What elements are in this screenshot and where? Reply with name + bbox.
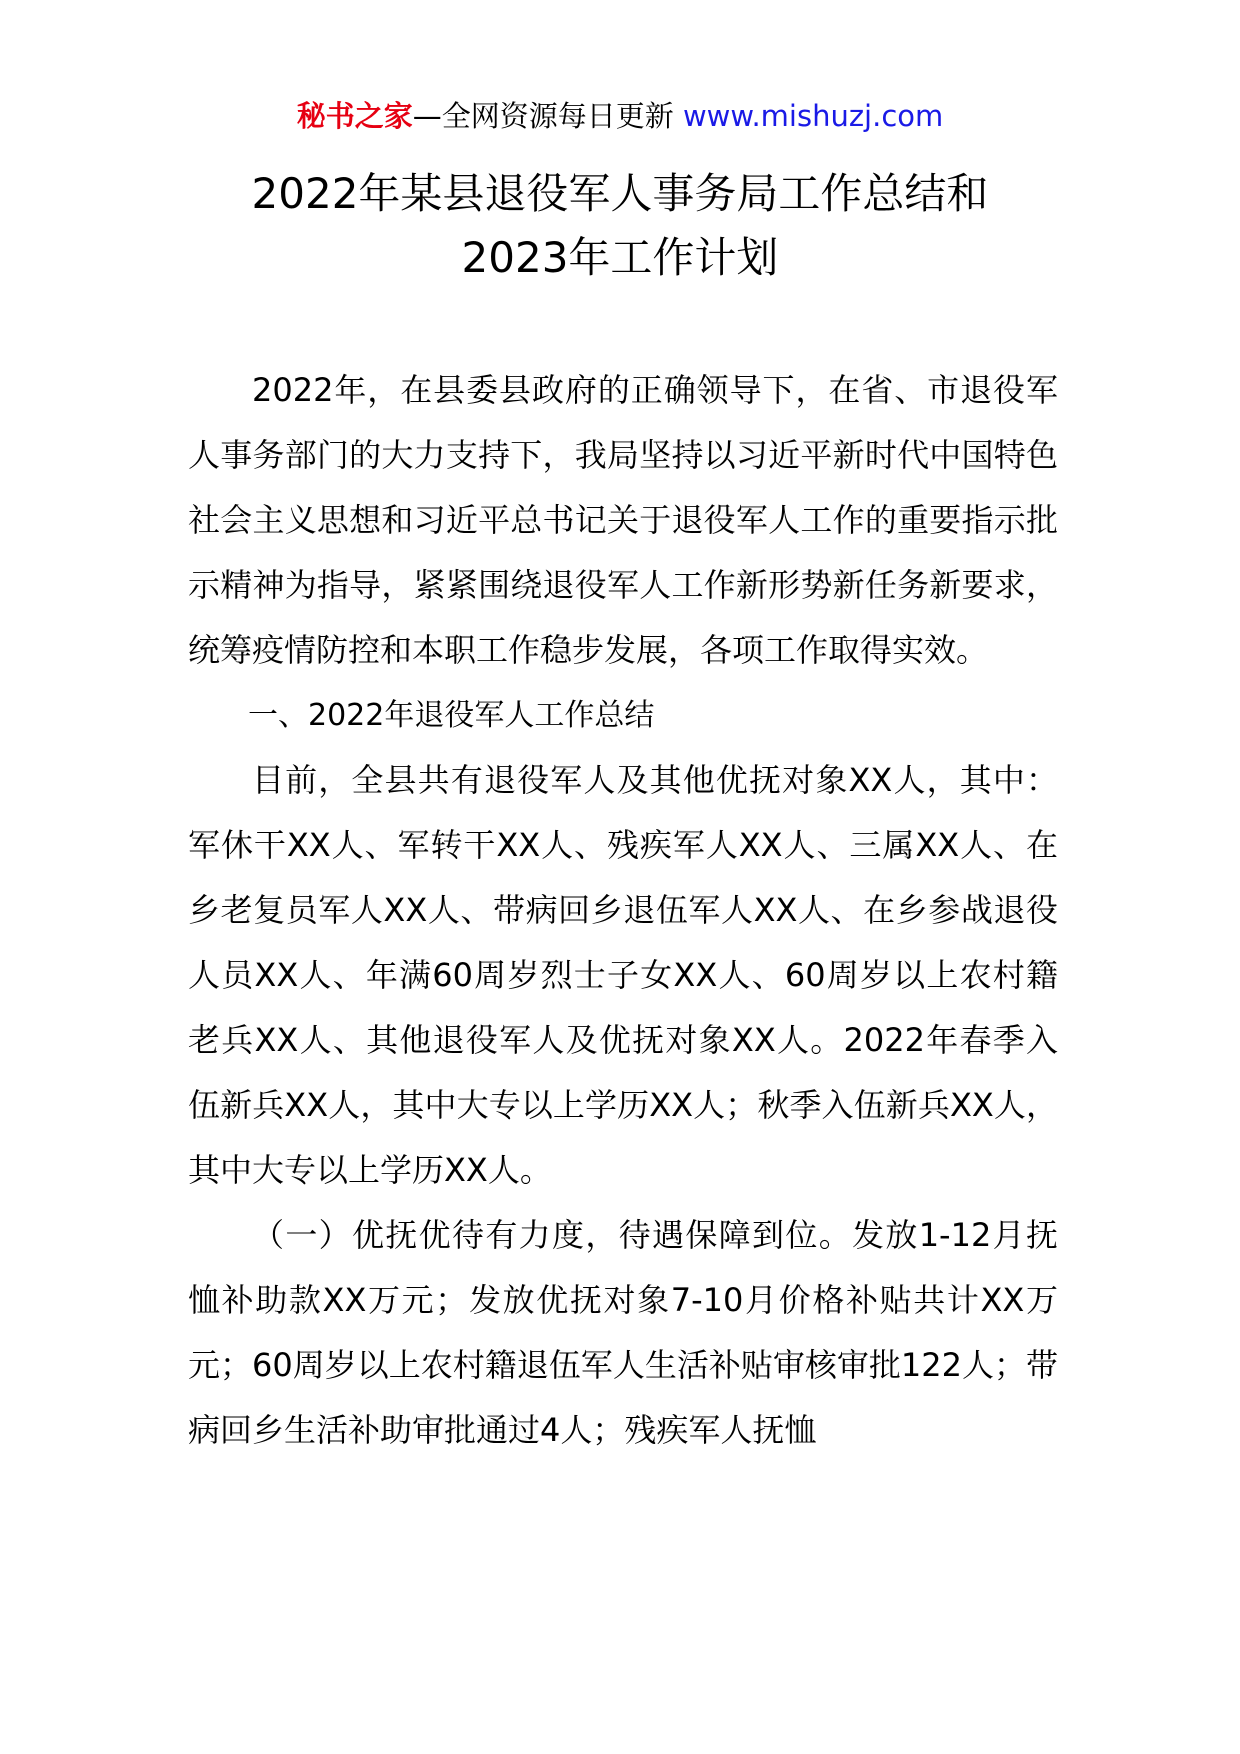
title-line-1: 2022年某县退役军人事务局工作总结和	[251, 169, 989, 218]
statistics-paragraph: 目前，全县共有退役军人及其他优抚对象XX人，其中：军休干XX人、军转干XX人、残疾军人XX人、三属XX人、在乡老复员军人XX人、带病回乡退伍军人XX人、在乡参战退役人员XX人、年满60周岁烈士子女XX人、60周岁以上农村籍老兵XX人、其他退役军人及优抚对象XX人。2022年春季入伍新兵XX人，其中大专以上学历XX人；秋季入伍新兵XX人，其中大专以上学历XX人。	[188, 761, 1058, 1189]
section-heading: 一、2022年退役军人工作总结	[248, 698, 655, 733]
document-body	[188, 358, 1058, 1463]
subsection-paragraph: （一）优抚优待有力度，待遇保障到位。发放1-12月抚恤补助款XX万元；发放优抚对象7-10月价格补贴共计XX万元；60周岁以上农村籍退伍军人生活补贴审核审批122人；带病回乡生活补助审批通过4人；残疾军人抚恤	[188, 1216, 1058, 1449]
intro-paragraph: 2022年，在县委县政府的正确领导下，在省、市退役军人事务部门的大力支持下，我局坚持以习近平新时代中国特色社会主义思想和习近平总书记关于退役军人工作的重要指示批示精神为指导，紧紧围绕退役军人工作新形势新任务新要求，统筹疫情防控和本职工作稳步发展，各项工作取得实效。	[188, 371, 1058, 669]
site-header	[0, 96, 1240, 136]
site-url-link[interactable]: www.mishuzj.com	[682, 99, 944, 133]
header-slogan: —全网资源每日更新	[412, 99, 683, 133]
document-title	[120, 162, 1120, 290]
brand-name: 秘书之家	[296, 99, 413, 133]
title-line-2: 2023年工作计划	[461, 233, 779, 282]
